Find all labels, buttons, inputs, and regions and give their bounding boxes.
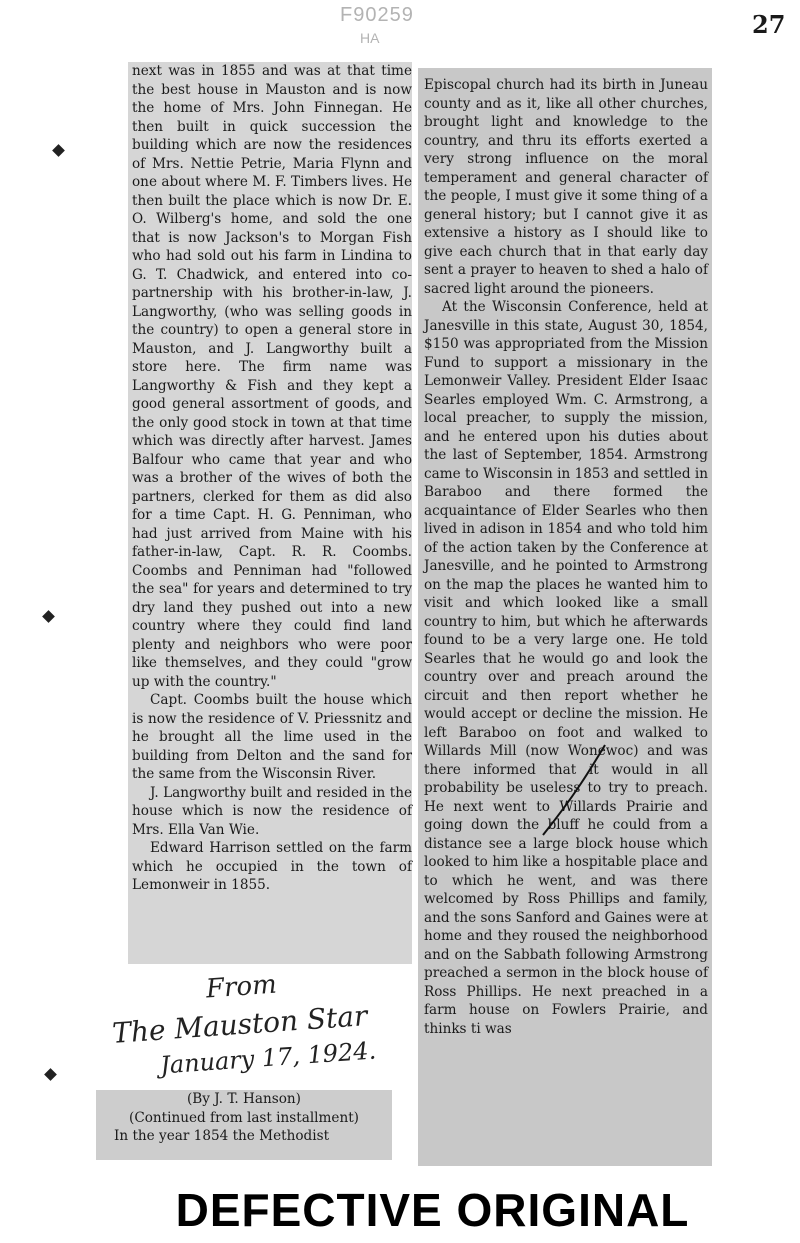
defective-original-banner: DEFECTIVE ORIGINAL: [175, 1184, 690, 1236]
archive-stamp: F90259: [340, 4, 414, 26]
right-column-clipping: [418, 68, 712, 1166]
byline: (By J. T. Hanson): [187, 1091, 301, 1107]
paragraph: Capt. Coombs built the house which is now the residence of V. Priessnitz and he brought all the lime used in the building from Delton and the sand for the same from the Wisconsin River.: [132, 692, 412, 782]
page-number: 27: [752, 10, 786, 39]
handwritten-from: From: [205, 969, 278, 1005]
paragraph: In the year 1854 the Methodist: [114, 1128, 330, 1144]
left-column-clipping: [128, 62, 412, 964]
handwritten-source: The Mauston Star: [111, 999, 369, 1050]
bullet-marker-icon: [42, 610, 55, 623]
paragraph: next was in 1855 and was at that time the best house in Mauston and is now the home of Mrs. John Finnegan. He then built in quick succession the building which are now the residences of Mrs. Nettie Petrie, Maria Flynn and one about where M. F. Timbers lives. He then built the place which is now Dr. E. O. Wilberg's home, and sold the one that is now Jackson's to Morgan Fish who had sold out his farm in Lindina to G. T. Chadwick, and entered into co-partnership with his brother-in-law, J. Langworthy, (who was selling goods in the country) to open a general store in Mauston, and J. Langworthy built a store here. The firm name was Langworthy & Fish and they kept a good general assortment of goods, and the only good stock in town at that time which was directly after harvest. James Balfour who came that year and who was a brother of the wives of both the partners, clerked for them as did also for a time Capt. H. G. Penniman, who had just arrived from Maine with his father-in-law, Capt. R. R. Coombs. Coombs and Penniman had "followed the sea" for years and determined to try dry land they pushed out into a new country where they could find land plenty and neighbors who were poor like themselves, and they could "grow up with the country.": [132, 63, 412, 690]
left-column-continuation: [96, 1090, 392, 1160]
bullet-marker-icon: [52, 144, 65, 157]
continued-note: (Continued from last installment): [129, 1109, 359, 1126]
paragraph: Edward Harrison settled on the farm which he occupied in the town of Lemonweir in 1855.: [132, 840, 412, 893]
paragraph: J. Langworthy built and resided in the house which is now the residence of Mrs. Ella Van Wie.: [132, 784, 412, 838]
handwritten-date: January 17, 1924.: [159, 1036, 378, 1080]
pen-mark-icon: [535, 740, 615, 840]
paragraph: At the Wisconsin Conference, held at Janesville in this state, August 30, 1854, $150 was appropriated from the Mission Fund to support a missionary in the Lemonweir Valley. President Elder Isaac Searles employed Wm. C. Armstrong, a local preacher, to supply the mission, and he entered upon his duties about the last of September, 1854. Armstrong came to Wisconsin in 1853 and settled in Baraboo and there formed the acquaintance of Elder Searles who then lived in adison in 1854 and who told him of the action taken by the Conference at Janesville, and he pointed to Armstrong on the map the places he wanted him to visit and which looked like a small country to him, but which he afterwards found to be a very large one. He told Searles that he would go and look the country over and preach around the circuit and then report whether he would accept or decline the mission. He left Baraboo on foot and walked to Willards Mill (now Wonewoc) and was there informed that it would in all probability be useless to try to preach. He next went to Willards Prairie and going down the bluff he could from a distance see a large block house which looked to him like a hospitable place and to which he went, and was there welcomed by Ross Phillips and family, and the sons Sanford and Gaines were at home and they roused the neighborhood and on the Sabbath following Armstrong preached a sermon in the block house of Ross Phillips. He next preached in a farm house on Fowlers Prairie, and thinks ti was: [424, 299, 708, 1037]
paragraph: Episcopal church had its birth in Juneau county and as it, like all other churches, brought light and knowledge to the country, and thru its efforts exerted a very strong influence on the moral temperament and general character of the people, I must give it some thing of a general history; but I cannot give it as extensive a history as I should like to give each church that in that early day sent a prayer to heaven to shed a halo of sacred light around the pioneers.: [424, 77, 708, 297]
bullet-marker-icon: [44, 1068, 57, 1081]
archive-stamp-sub: HA: [360, 30, 380, 46]
